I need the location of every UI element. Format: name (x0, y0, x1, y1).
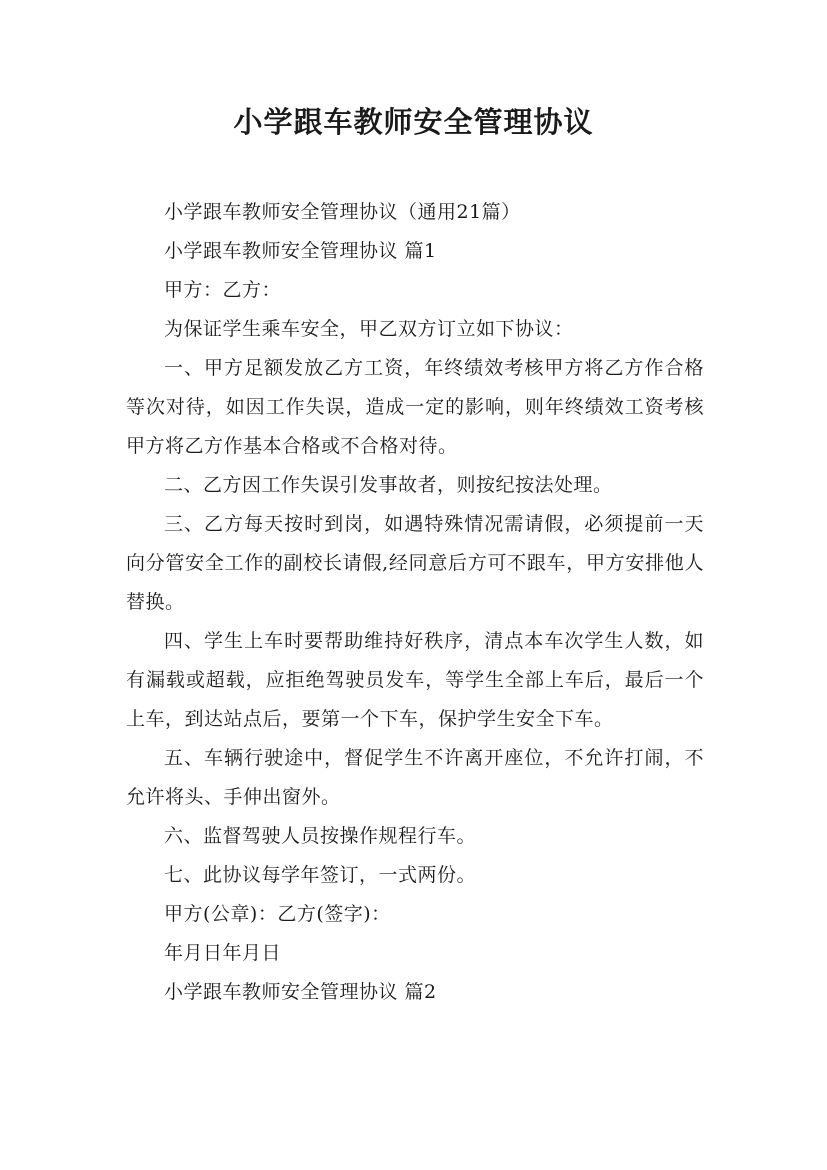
paragraph-section-heading-2: 小学跟车教师安全管理协议 篇2 (164, 981, 437, 1003)
paragraph-clause-5: 五、车辆行驶途中，督促学生不许离开座位，不允许打闹，不允许将头、手伸出窗外。 (126, 747, 704, 808)
paragraph-section-heading-1: 小学跟车教师安全管理协议 篇1 (164, 240, 437, 262)
paragraph-parties: 甲方：乙方： (164, 279, 282, 301)
paragraph-signatures: 甲方(公章)：乙方(签字)： (164, 903, 391, 925)
paragraph-clause-1: 一、甲方足额发放乙方工资，年终绩效考核甲方将乙方作合格等次对待，如因工作失误，造成一定的影响，则年终绩效工资考核甲方将乙方作基本合格或不合格对待。 (126, 357, 704, 457)
paragraph-clause-6: 六、监督驾驶人员按操作规程行车。 (164, 825, 477, 847)
paragraph-clause-7: 七、此协议每学年签订，一式两份。 (164, 864, 477, 886)
document-body (126, 193, 704, 1012)
paragraph-clause-3: 三、乙方每天按时到岗，如遇特殊情况需请假，必须提前一天向分管安全工作的副校长请假,经同意后方可不跟车，甲方安排他人替换。 (126, 513, 704, 613)
paragraph-clause-2: 二、乙方因工作失误引发事故者，则按纪按法处理。 (164, 474, 613, 496)
document-title: 小学跟车教师安全管理协议 (233, 105, 594, 139)
paragraph-dates: 年月日年月日 (164, 942, 282, 964)
paragraph-clause-4: 四、学生上车时要帮助维持好秩序，清点本车次学生人数，如有漏载或超载，应拒绝驾驶员发车，等学生全部上车后，最后一个上车，到达站点后，要第一个下车，保护学生安全下车。 (126, 630, 704, 730)
paragraph-subtitle: 小学跟车教师安全管理协议（通用21篇） (164, 201, 521, 223)
paragraph-preamble: 为保证学生乘车安全，甲乙双方订立如下协议： (164, 318, 574, 340)
